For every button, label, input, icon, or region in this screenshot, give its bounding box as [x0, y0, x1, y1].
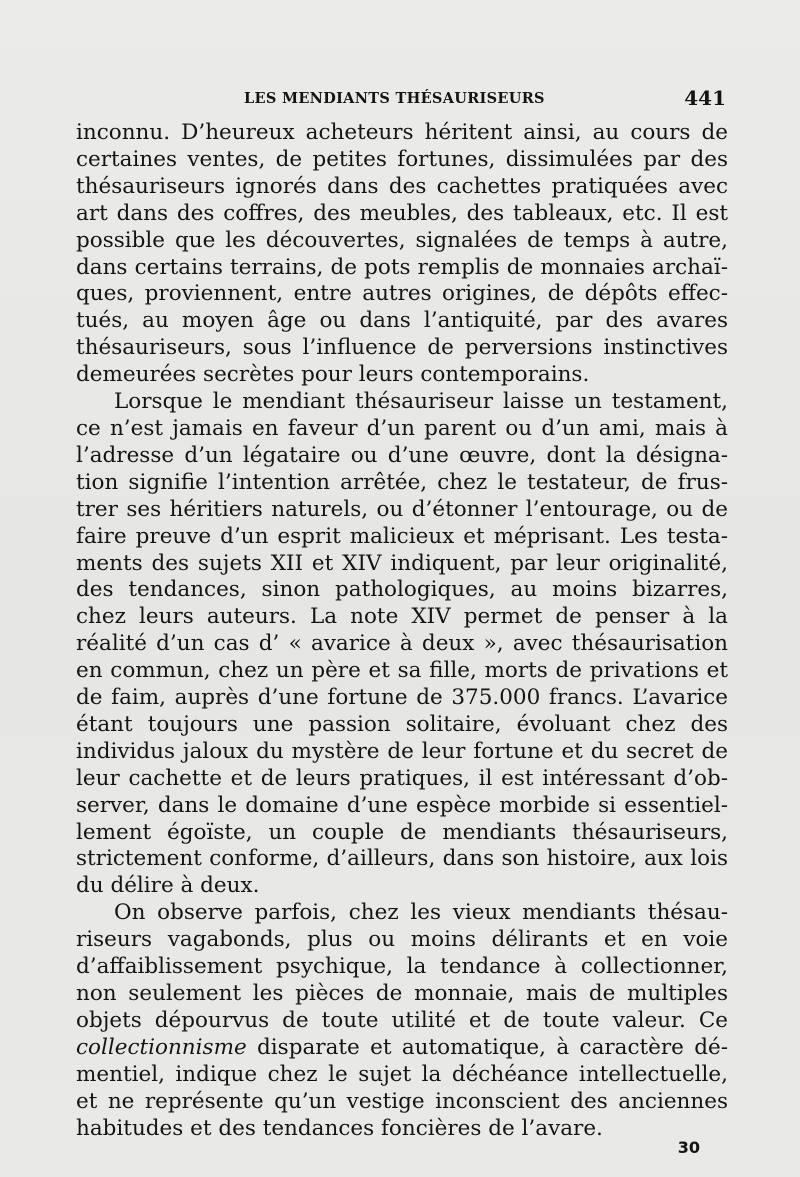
paragraph-collectionnisme: [76, 900, 728, 1142]
running-head: LES MENDIANTS THÉSAURISEURS: [244, 90, 545, 107]
signature-mark: 30: [677, 1138, 700, 1157]
emphasized-term: collectionnisme: [76, 1034, 247, 1060]
paragraph-testament: Lorsque le mendiant thésauriseur laisse un testament, ce n’est jamais en faveur d’un parent ou d’un ami, mais à l’adresse d’un légataire ou d’une œuvre, dont la désignation signifie l’intention arrêtée, chez le testateur, de frustrer ses héritiers naturels, ou d’étonner l’entourage, ou de faire preuve d’un esprit malicieux et méprisant. Les testaments des sujets XII et XIV indiquent, par leur originalité, des tendances, sinon pathologiques, au moins bizarres, chez leurs auteurs. La note XIV permet de penser à la réalité d’un cas d’ « avarice à deux », avec thésaurisation en commun, chez un père et sa fille, morts de privations et de faim, auprès d’une fortune de 375.000 francs. L’avarice étant toujours une passion solitaire, évoluant chez des individus jaloux du mystère de leur fortune et du secret de leur cachette et de leurs pratiques, il est intéressant d’observer, dans le domaine d’une espèce morbide si essentiellement égoïste, un couple de mendiants thésauriseurs, strictement conforme, d’ailleurs, dans son histoire, aux lois du délire à deux.: [76, 389, 728, 899]
page-header: [244, 88, 730, 112]
paragraph-text-end: disparate et automatique, à caractère démentiel, indique chez le sujet la déchéance intellectuelle, et ne représente qu’un vestige inconscient des anciennes habitudes et des tendances foncières de l’avare.: [76, 1034, 728, 1141]
paragraph-continuation: inconnu. D’heureux acheteurs héritent ainsi, au cours de certaines ventes, de petites fortunes, dissimulées par des thésauriseurs ignorés dans des cachettes pratiquées avec art dans des coffres, des meubles, des tableaux, etc. Il est possible que les découvertes, signalées de temps à autre, dans certains terrains, de pots remplis de monnaies archaïques, proviennent, entre autres origines, de dépôts effectués, au moyen âge ou dans l’antiquité, par des avares thésauriseurs, sous l’influence de perversions instinctives demeurées secrètes pour leurs contemporains.: [76, 120, 728, 388]
page-number: 441: [684, 86, 726, 110]
paragraph-text-start: On observe parfois, chez les vieux mendiants thésauriseurs vagabonds, plus ou moins délirants et en voie d’affaiblissement psychique, la tendance à collectionner, non seulement les pièces de monnaie, mais de multiples objets dépourvus de toute utilité et de toute valeur. Ce: [76, 900, 728, 1033]
body-text: [76, 120, 728, 1142]
